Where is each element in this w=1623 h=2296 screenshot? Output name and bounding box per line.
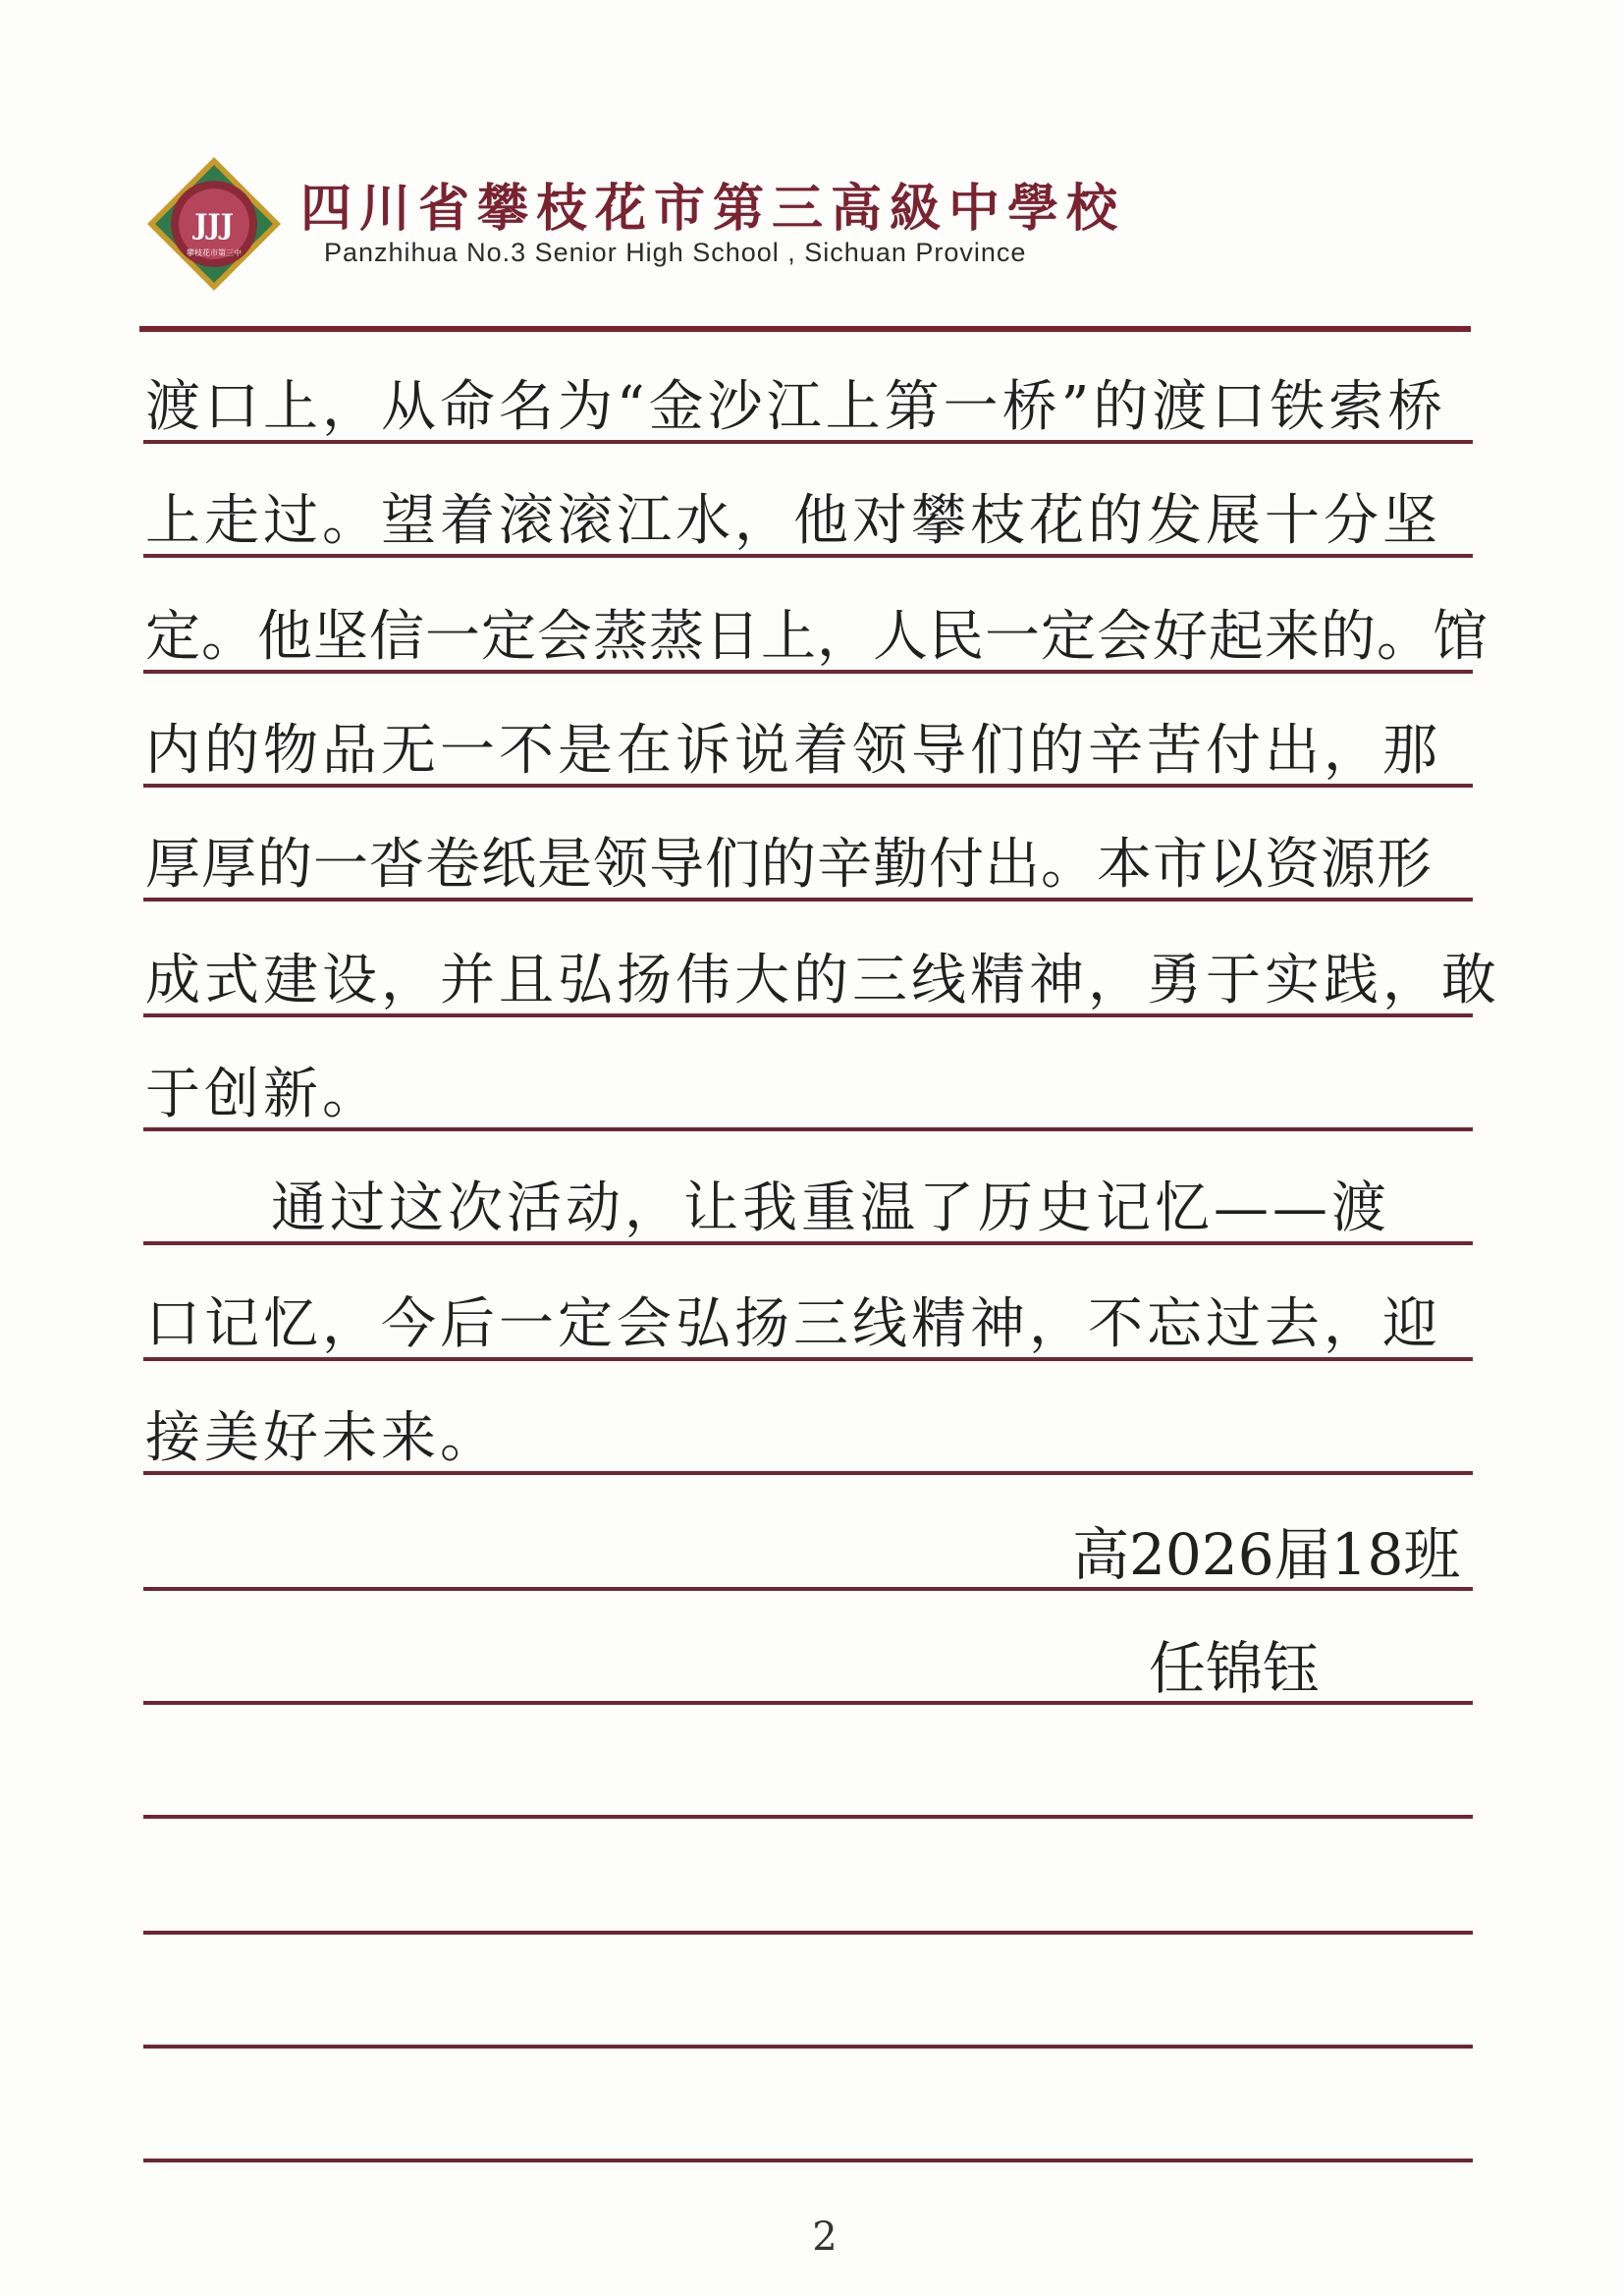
body-line: 定。他坚信一定会蒸蒸日上，人民一定会好起来的。馆 <box>145 605 1488 669</box>
school-name-english: Panzhihua No.3 Senior High School , Sichuan Province <box>324 238 1027 267</box>
ruled-line <box>143 1815 1473 1819</box>
svg-text:攀枝花市第三中: 攀枝花市第三中 <box>187 248 242 257</box>
body-line: 口记忆，今后一定会弘扬三线精神，不忘过去，迎 <box>145 1292 1441 1356</box>
body-line: 厚厚的一沓卷纸是领导们的辛勤付出。本市以资源形 <box>145 833 1433 897</box>
ruled-line <box>143 1931 1473 1935</box>
ruled-line <box>143 2045 1473 2049</box>
header-divider <box>139 326 1471 332</box>
signature-name: 任锦钰 <box>1149 1635 1321 1702</box>
body-line: 于创新。 <box>145 1063 381 1126</box>
school-name-chinese: 四川省攀枝花市第三高級中學校 <box>300 179 1126 239</box>
ruled-line <box>143 2159 1473 2162</box>
body-line: 成式建设，并且弘扬伟大的三线精神，勇于实践，敢 <box>145 949 1500 1012</box>
body-line: 上走过。望着滚滚江水，他对攀枝花的发展十分坚 <box>145 489 1441 553</box>
svg-text:JJJ: JJJ <box>194 208 234 241</box>
body-line: 渡口上，从命名为“金沙江上第一桥”的渡口铁索桥 <box>145 375 1447 439</box>
signature-class: 高2026届18班 <box>1072 1521 1461 1588</box>
body-line: 内的物品无一不是在诉说着领导们的辛苦付出，那 <box>145 719 1441 783</box>
body-line: 接美好未来。 <box>145 1406 499 1470</box>
page-number: 2 <box>812 2214 838 2260</box>
school-logo <box>145 155 283 293</box>
body-line: 通过这次活动，让我重温了历史记忆——渡 <box>271 1176 1390 1240</box>
